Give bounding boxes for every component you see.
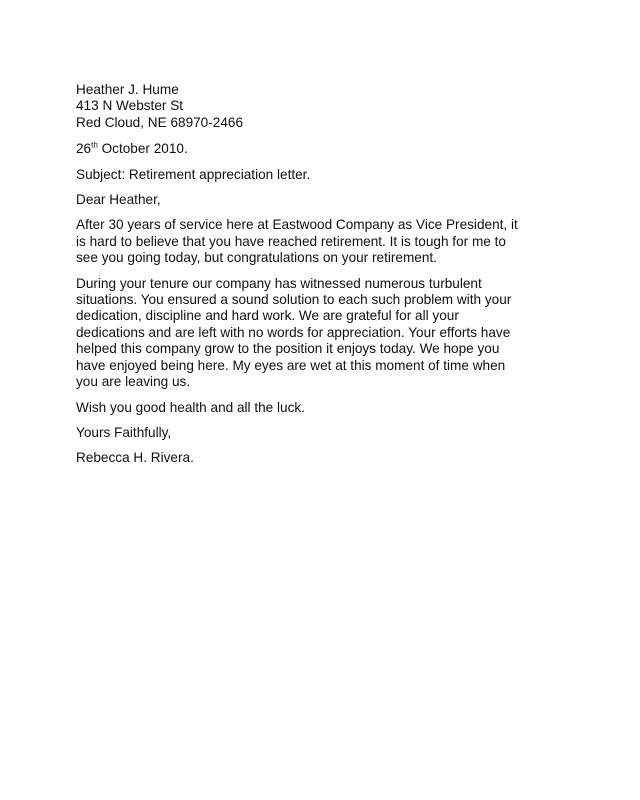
letter-signature: Rebecca H. Rivera. xyxy=(76,450,194,466)
letter-wish: Wish you good health and all the luck. xyxy=(76,399,305,415)
paragraph-line: see you going today, but congratulations on your retirement. xyxy=(76,250,437,266)
paragraph-line: dedications and are left with no words for appreciation. Your efforts have xyxy=(76,324,511,340)
letter-closing: Yours Faithfully, xyxy=(76,424,172,440)
paragraph-line: situations. You ensured a sound solution to each such problem with your xyxy=(76,292,512,308)
paragraph-line: dedication, discipline and hard work. We are grateful for all your xyxy=(76,308,459,324)
sender-name: Heather J. Hume xyxy=(76,82,179,97)
date-rest: October 2010. xyxy=(97,141,188,157)
paragraph-line: you are leaving us. xyxy=(76,374,191,390)
paragraph-2 xyxy=(76,276,566,391)
date-suffix: th xyxy=(91,140,98,150)
sender-city: Red Cloud, NE 68970-2466 xyxy=(76,114,244,130)
paragraph-line: After 30 years of service here at Eastwood Company as Vice President, it xyxy=(76,217,518,233)
letter-salutation: Dear Heather, xyxy=(76,192,161,208)
sender-address xyxy=(76,82,566,131)
paragraph-line: is hard to believe that you have reached retirement. It is tough for me to xyxy=(76,233,506,249)
date-day: 26 xyxy=(76,141,92,157)
letter-date xyxy=(76,141,566,157)
sender-street: 413 N Webster St xyxy=(76,98,184,114)
paragraph-1 xyxy=(76,217,566,266)
paragraph-line: helped this company grow to the position it enjoys today. We hope you xyxy=(76,341,500,357)
paragraph-line: have enjoyed being here. My eyes are wet at this moment of time when xyxy=(76,357,506,373)
letter-body xyxy=(76,82,566,467)
letter-subject: Subject: Retirement appreciation letter. xyxy=(76,166,311,182)
paragraph-line: During your tenure our company has witnessed numerous turbulent xyxy=(76,275,482,291)
